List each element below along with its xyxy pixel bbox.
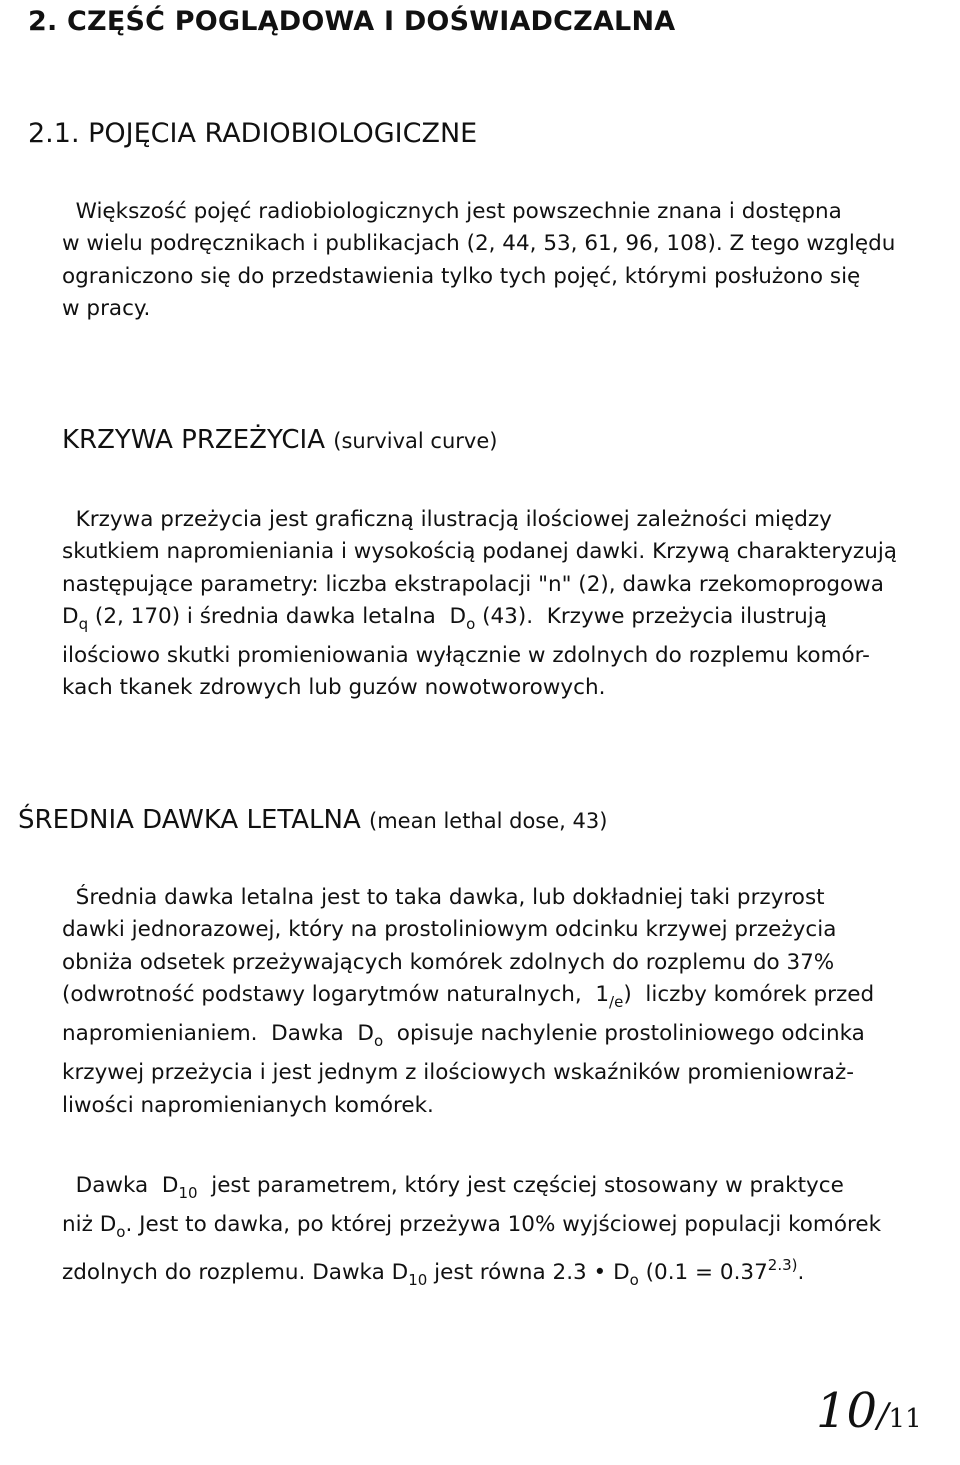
d10-subscript: 10 xyxy=(178,1184,198,1202)
d10-line xyxy=(62,1209,881,1248)
mean-dose-line: dawki jednorazowej, który na prostoliniowym odcinku krzywej przeżycia xyxy=(62,917,837,943)
mean-dose-line xyxy=(62,1018,874,1057)
mean-dose-line: obniża odsetek przeżywających komórek zdolnych do rozplemu do 37% xyxy=(62,949,835,975)
do-subscript: o xyxy=(373,1032,384,1051)
survival-line: ilościowo skutki promieniowania wyłącznie w zdolnych do rozplemu komór- xyxy=(62,643,870,669)
mean-dose-text: ) liczby komórek przed xyxy=(623,981,875,1007)
d10-text: . Jest to dawka, po której przeżywa 10% wyjściowej populacji komórek xyxy=(125,1212,882,1238)
survival-line: skutkiem napromieniania i wysokością podanej dawki. Krzywą charakteryzują xyxy=(62,539,897,565)
total-pages: 11 xyxy=(888,1404,922,1434)
d10-line xyxy=(62,1170,881,1209)
mean-dose-line: Średnia dawka letalna jest to taka dawka, lub dokładniej taki przyrost xyxy=(62,885,825,910)
d10-subscript: 10 xyxy=(408,1270,428,1289)
do-subscript: o xyxy=(629,1270,639,1289)
d10-line xyxy=(62,1249,881,1296)
handwritten-page-number: 10 xyxy=(816,1383,878,1439)
dq-symbol: D xyxy=(62,603,79,629)
do-subscript: o xyxy=(466,614,476,633)
mean-dose-text: napromienianiem. Dawka D xyxy=(62,1021,374,1047)
intro-line: ograniczono się do przedstawienia tylko tych pojęć, którymi posłużono się xyxy=(62,263,861,289)
mean-dose-heading-en: (mean lethal dose, 43) xyxy=(369,809,608,833)
mean-lethal-dose-heading xyxy=(18,805,607,835)
d10-paragraph xyxy=(62,1170,881,1296)
d10-text: (0.1 = 0.37 xyxy=(638,1259,768,1285)
survival-line: następujące parametry: liczba ekstrapolacji "n" (2), dawka rzekomoprogowa xyxy=(62,571,884,597)
survival-curve-heading xyxy=(62,425,497,455)
exponent: 2.3) xyxy=(767,1255,798,1274)
d10-text: zdolnych do rozplemu. Dawka D xyxy=(62,1259,409,1285)
d10-text: . xyxy=(797,1259,805,1285)
page-number xyxy=(816,1383,922,1439)
dq-subscript: q xyxy=(78,614,89,633)
survival-line xyxy=(62,601,897,640)
survival-heading-en: (survival curve) xyxy=(333,429,498,453)
survival-line-text: (43). Krzywe przeżycia ilustrują xyxy=(475,603,827,629)
survival-line: Krzywa przeżycia jest graficzną ilustracją ilościowej zależności między xyxy=(62,507,832,532)
survival-heading-pl: KRZYWA PRZEŻYCIA xyxy=(62,425,326,455)
d10-text: niż D xyxy=(62,1212,117,1238)
page-slash: / xyxy=(877,1396,889,1436)
mean-dose-text: (odwrotność podstawy logarytmów naturalnych, 1 xyxy=(62,981,610,1007)
section-title: 2.1. POJĘCIA RADIOBIOLOGICZNE xyxy=(28,118,478,149)
mean-lethal-dose-paragraph xyxy=(62,882,874,1122)
mean-dose-text: opisuje nachylenie prostoliniowego odcinka xyxy=(383,1021,865,1047)
mean-dose-line xyxy=(62,979,874,1018)
survival-line-text: (2, 170) i średnia dawka letalna D xyxy=(88,603,467,629)
mean-dose-heading-pl: ŚREDNIA DAWKA LETALNA xyxy=(18,805,361,835)
do-subscript: o xyxy=(116,1223,126,1242)
survival-curve-paragraph xyxy=(62,504,897,705)
chapter-title: 2. CZĘŚĆ POGLĄDOWA I DOŚWIADCZALNA xyxy=(28,6,676,37)
d10-text: jest parametrem, który jest częściej stosowany w praktyce xyxy=(197,1173,844,1198)
survival-line: kach tkanek zdrowych lub guzów nowotworowych. xyxy=(62,675,606,701)
d10-text: jest równa 2.3 • D xyxy=(427,1259,630,1285)
mean-dose-line: liwości napromienianych komórek. xyxy=(62,1092,434,1118)
intro-line: Większość pojęć radiobiologicznych jest powszechnie znana i dostępna xyxy=(62,199,842,224)
mean-dose-line: krzywej przeżycia i jest jednym z ilościowych wskaźników promieniowraż- xyxy=(62,1060,855,1086)
intro-line: w pracy. xyxy=(62,295,151,321)
e-subscript: /e xyxy=(609,992,624,1011)
intro-line: w wielu podręcznikach i publikacjach (2, 44, 53, 61, 96, 108). Z tego względu xyxy=(62,231,896,257)
intro-paragraph xyxy=(62,196,895,325)
d10-text: Dawka D xyxy=(62,1173,179,1198)
